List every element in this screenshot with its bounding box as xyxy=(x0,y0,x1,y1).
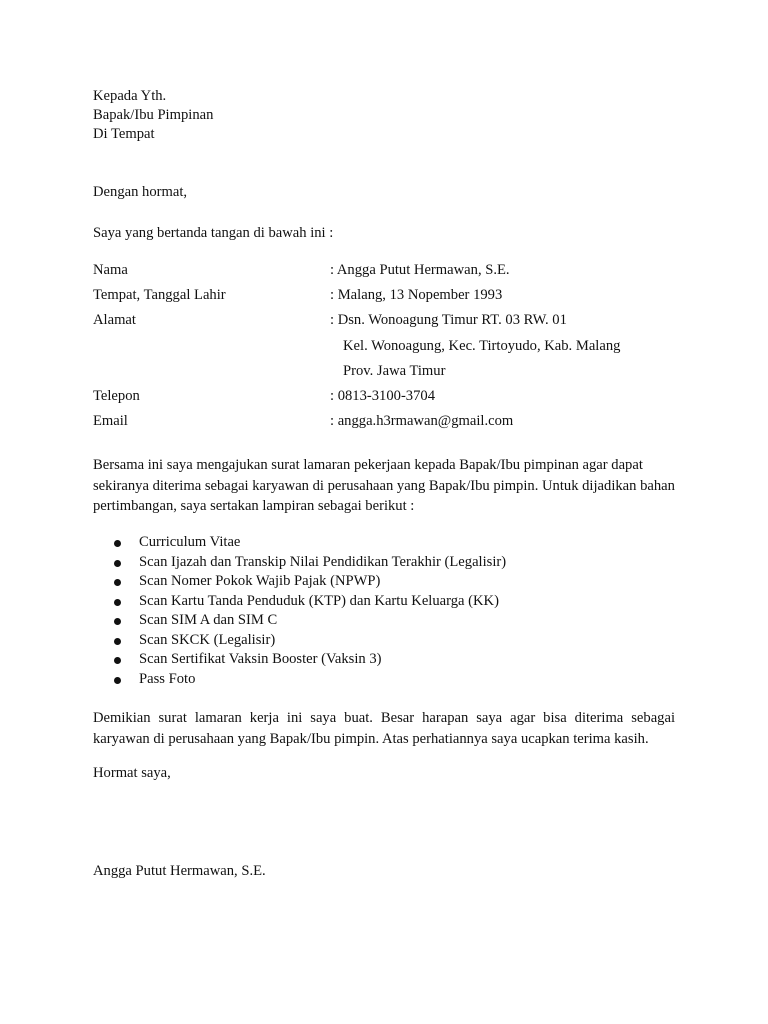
list-item xyxy=(112,572,506,592)
list-item-label: Pass Foto xyxy=(139,670,196,687)
bullet-icon xyxy=(114,560,121,567)
field-value-nama: : Angga Putut Hermawan, S.E. xyxy=(330,262,510,278)
list-item xyxy=(112,553,506,573)
recipient-line-2: Bapak/Ibu Pimpinan xyxy=(93,107,214,123)
closing-salutation: Hormat saya, xyxy=(93,765,171,781)
list-item-label: Curriculum Vitae xyxy=(139,534,241,550)
list-item xyxy=(112,670,506,690)
list-item xyxy=(112,533,506,553)
field-label-email: Email xyxy=(93,413,128,429)
field-value-alamat-line-2: Kel. Wonoagung, Kec. Tirtoyudo, Kab. Malang xyxy=(343,338,621,354)
bullet-icon xyxy=(114,618,121,625)
intro-sentence: Saya yang bertanda tangan di bawah ini : xyxy=(93,225,334,241)
application-paragraph: Bersama ini saya mengajukan surat lamaran pekerjaan kepada Bapak/Ibu pimpinan agar dapat sekiranya diterima sebagai karyawan di perusahaan yang Bapak/Ibu pimpin. Untuk dijadikan bahan pertimbangan, saya sertakan lampiran sebagai berikut : xyxy=(93,457,675,514)
bullet-icon xyxy=(114,599,121,606)
greeting: Dengan hormat, xyxy=(93,184,188,200)
field-value-telepon: : 0813-3100-3704 xyxy=(330,388,435,404)
recipient-block xyxy=(93,87,213,144)
list-item-label: Scan Nomer Pokok Wajib Pajak (NPWP) xyxy=(139,573,381,589)
bullet-icon xyxy=(114,638,121,645)
field-label-alamat: Alamat xyxy=(93,312,136,328)
field-value-alamat: : Dsn. Wonoagung Timur RT. 03 RW. 01 xyxy=(330,312,567,328)
field-label-nama: Nama xyxy=(93,262,128,278)
list-item-label: Scan Ijazah dan Transkip Nilai Pendidikan Terakhir (Legalisir) xyxy=(139,553,507,570)
field-value-ttl: : Malang, 13 Nopember 1993 xyxy=(330,287,503,303)
bullet-icon xyxy=(114,657,121,664)
list-item xyxy=(112,631,506,651)
list-item xyxy=(112,611,506,631)
list-item-label: Scan Sertifikat Vaksin Booster (Vaksin 3) xyxy=(139,651,382,667)
signer-name: Angga Putut Hermawan, S.E. xyxy=(93,863,266,879)
field-label-ttl: Tempat, Tanggal Lahir xyxy=(93,287,226,303)
bullet-icon xyxy=(114,579,121,586)
bullet-icon xyxy=(114,677,121,684)
list-item-label: Scan SIM A dan SIM C xyxy=(139,612,278,628)
attachment-list xyxy=(112,533,506,689)
list-item-label: Scan SKCK (Legalisir) xyxy=(139,631,276,648)
recipient-line-3: Di Tempat xyxy=(93,126,155,142)
list-item xyxy=(112,592,506,612)
closing-paragraph: Demikian surat lamaran kerja ini saya buat. Besar harapan saya agar bisa diterima sebagai karyawan di perusahaan yang Bapak/Ibu pimpin. Atas perhatiannya saya ucapkan terima kasih. xyxy=(93,710,675,747)
recipient-line-1: Kepada Yth. xyxy=(93,88,167,104)
list-item-label: Scan Kartu Tanda Penduduk (KTP) dan Kartu Keluarga (KK) xyxy=(139,592,499,609)
field-value-alamat-line-3: Prov. Jawa Timur xyxy=(343,363,446,379)
bullet-icon xyxy=(114,540,121,547)
field-value-email: : angga.h3rmawan@gmail.com xyxy=(330,413,514,429)
list-item xyxy=(112,650,506,670)
field-label-telepon: Telepon xyxy=(93,388,140,404)
